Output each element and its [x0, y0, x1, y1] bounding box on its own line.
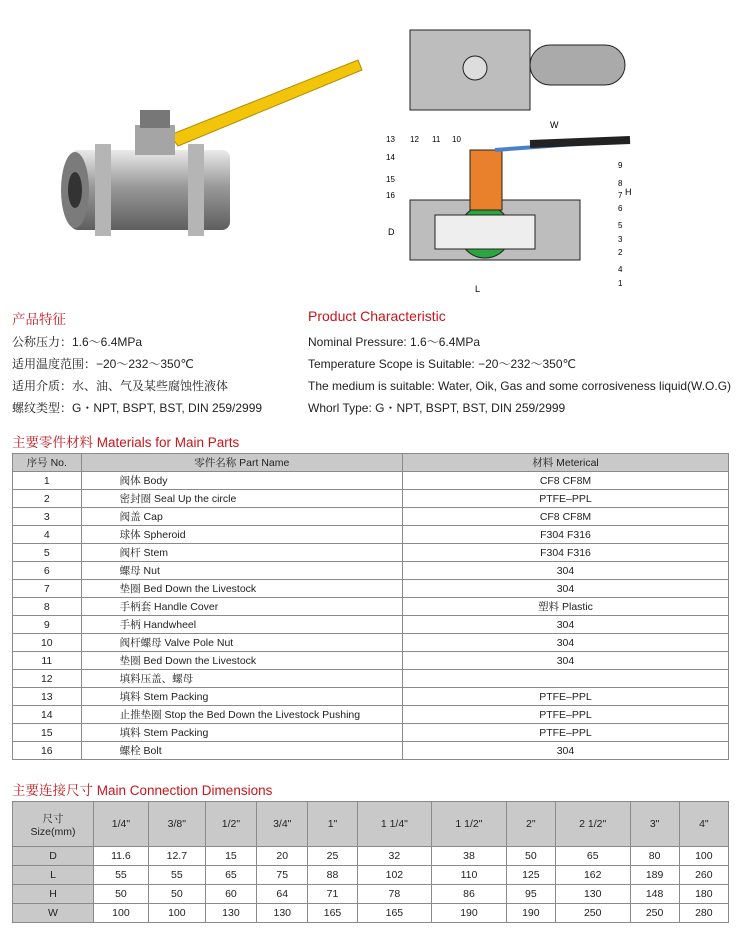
- part-no: 6: [13, 562, 82, 580]
- part-no: 5: [13, 544, 82, 562]
- callout-label: 15: [386, 175, 395, 184]
- part-name: 阀体 Body: [81, 472, 402, 490]
- part-no: 4: [13, 526, 82, 544]
- part-no: 12: [13, 670, 82, 688]
- dim-label: D: [13, 847, 94, 866]
- table-row: [13, 742, 729, 760]
- dim-value: 95: [506, 885, 555, 904]
- table-row: [13, 904, 729, 923]
- product_en-line: Nominal Pressure: 1.6～6.4MPa: [308, 335, 481, 349]
- part-material: F304 F316: [402, 526, 728, 544]
- part-no: 2: [13, 490, 82, 508]
- callout-label: 14: [386, 153, 395, 162]
- dim-value: 75: [257, 866, 308, 885]
- dim-value: 65: [555, 847, 630, 866]
- dim-label: H: [13, 885, 94, 904]
- part-name: 阀杆螺母 Valve Pole Nut: [81, 634, 402, 652]
- size-header: 3": [630, 802, 679, 847]
- callout-label: 11: [432, 135, 441, 144]
- product-cn-list: [12, 331, 312, 419]
- part-material: [402, 670, 728, 688]
- product-cn-title: 产品特征: [12, 312, 66, 327]
- materials-title: 主要零件材料 Materials for Main Parts: [12, 435, 240, 450]
- table-row: [13, 526, 729, 544]
- dim-w: W: [550, 120, 559, 130]
- product_en-line: The medium is suitable: Water, Oik, Gas and some corrosiveness liquid(W.O.G): [308, 379, 732, 393]
- size-header: 1/4": [94, 802, 149, 847]
- valve-drawing: [380, 10, 730, 300]
- size-header: 4": [679, 802, 728, 847]
- dim-value: 180: [679, 885, 728, 904]
- dim-value: 130: [257, 904, 308, 923]
- dim-value: 20: [257, 847, 308, 866]
- table-row: [13, 706, 729, 724]
- part-name: 螺栓 Bolt: [81, 742, 402, 760]
- dim-value: 250: [630, 904, 679, 923]
- part-no: 16: [13, 742, 82, 760]
- part-material: CF8 CF8M: [402, 472, 728, 490]
- table-row: [13, 508, 729, 526]
- part-name: 手柄 Handwheel: [81, 616, 402, 634]
- table-row: [13, 634, 729, 652]
- callout-label: 9: [618, 161, 623, 170]
- table-row: [13, 598, 729, 616]
- dim-value: 165: [357, 904, 432, 923]
- part-name: 密封圈 Seal Up the circle: [81, 490, 402, 508]
- part-name: 垫圈 Bed Down the Livestock: [81, 580, 402, 598]
- dim-value: 130: [555, 885, 630, 904]
- table-row: [13, 652, 729, 670]
- part-material: 304: [402, 742, 728, 760]
- part-name: 填料 Stem Packing: [81, 688, 402, 706]
- part-no: 3: [13, 508, 82, 526]
- size-header: 1/2": [205, 802, 256, 847]
- dim-value: 55: [94, 866, 149, 885]
- part-material: CF8 CF8M: [402, 508, 728, 526]
- callout-label: 3: [618, 235, 623, 244]
- product-en-title: Product Characteristic: [308, 308, 446, 324]
- part-no: 11: [13, 652, 82, 670]
- part-no: 13: [13, 688, 82, 706]
- part-name: 阀杆 Stem: [81, 544, 402, 562]
- size-header: 1 1/4": [357, 802, 432, 847]
- valve-photo: [40, 40, 370, 270]
- part-name: 手柄套 Handle Cover: [81, 598, 402, 616]
- table-row: [13, 688, 729, 706]
- product_cn-line: 公称压力：1.6～6.4MPa: [12, 335, 143, 349]
- size-header: 2": [506, 802, 555, 847]
- part-no: 8: [13, 598, 82, 616]
- table-row: [13, 472, 729, 490]
- dim-value: 11.6: [94, 847, 149, 866]
- part-material: 304: [402, 616, 728, 634]
- table-row: [13, 885, 729, 904]
- dim-l: L: [475, 284, 481, 294]
- part-material: 塑料 Plastic: [402, 598, 728, 616]
- dim-value: 86: [432, 885, 507, 904]
- part-name: 垫圈 Bed Down the Livestock: [81, 652, 402, 670]
- dim-label: L: [13, 866, 94, 885]
- dim-value: 148: [630, 885, 679, 904]
- part-material: PTFE–PPL: [402, 490, 728, 508]
- part-name: 螺母 Nut: [81, 562, 402, 580]
- table-row: [13, 847, 729, 866]
- dim-value: 250: [555, 904, 630, 923]
- product_en-line: Whorl Type: G・NPT, BSPT, BST, DIN 259/2999: [308, 401, 566, 415]
- part-material: PTFE–PPL: [402, 706, 728, 724]
- size-header: 1": [308, 802, 357, 847]
- dim-value: 64: [257, 885, 308, 904]
- part-material: 304: [402, 634, 728, 652]
- part-no: 1: [13, 472, 82, 490]
- callout-label: 5: [618, 221, 623, 230]
- dim-value: 190: [506, 904, 555, 923]
- materials-table: [12, 453, 729, 760]
- table-row: [13, 562, 729, 580]
- part-no: 10: [13, 634, 82, 652]
- dim-value: 71: [308, 885, 357, 904]
- dim-value: 189: [630, 866, 679, 885]
- callout-label: 12: [410, 135, 419, 144]
- part-material: F304 F316: [402, 544, 728, 562]
- dim-label: W: [13, 904, 94, 923]
- size-label: 尺寸 Size(mm): [13, 802, 94, 847]
- dim-value: 25: [308, 847, 357, 866]
- part-material: 304: [402, 562, 728, 580]
- product-en-list: [308, 331, 738, 419]
- dim-value: 50: [94, 885, 149, 904]
- dim-value: 38: [432, 847, 507, 866]
- dim-d: D: [388, 227, 395, 237]
- table-row: [13, 580, 729, 598]
- product_en-line: Temperature Scope is Suitable: −20～232～350℃: [308, 357, 576, 371]
- dim-value: 280: [679, 904, 728, 923]
- part-no: 9: [13, 616, 82, 634]
- dim-value: 55: [148, 866, 205, 885]
- dim-value: 125: [506, 866, 555, 885]
- dim-value: 110: [432, 866, 507, 885]
- callout-label: 6: [618, 204, 623, 213]
- materials-header: 零件名称 Part Name: [81, 454, 402, 472]
- size-header: 1 1/2": [432, 802, 507, 847]
- dim-value: 15: [205, 847, 256, 866]
- dim-value: 260: [679, 866, 728, 885]
- callout-label: 8: [618, 179, 623, 188]
- part-no: 14: [13, 706, 82, 724]
- callout-label: 1: [618, 279, 623, 288]
- callout-label: 4: [618, 265, 623, 274]
- callout-label: 10: [452, 135, 461, 144]
- callout-label: 7: [618, 191, 623, 200]
- callout-label: 2: [618, 248, 623, 257]
- table-row: [13, 724, 729, 742]
- part-material: 304: [402, 652, 728, 670]
- table-row: [13, 866, 729, 885]
- table-row: [13, 670, 729, 688]
- part-name: 填料压盖、螺母: [81, 670, 402, 688]
- part-name: 球体 Spheroid: [81, 526, 402, 544]
- product_cn-line: 螺纹类型：G・NPT, BSPT, BST, DIN 259/2999: [12, 401, 263, 415]
- product_cn-line: 适用介质：水、油、气及某些腐蚀性液体: [12, 379, 229, 393]
- part-name: 阀盖 Cap: [81, 508, 402, 526]
- part-material: 304: [402, 580, 728, 598]
- dim-value: 100: [94, 904, 149, 923]
- dim-value: 162: [555, 866, 630, 885]
- part-name: 填料 Stem Packing: [81, 724, 402, 742]
- part-material: PTFE–PPL: [402, 724, 728, 742]
- materials-header: 序号 No.: [13, 454, 82, 472]
- part-material: PTFE–PPL: [402, 688, 728, 706]
- part-no: 7: [13, 580, 82, 598]
- dim-value: 65: [205, 866, 256, 885]
- callout-label: 13: [386, 135, 395, 144]
- dim-value: 102: [357, 866, 432, 885]
- size-header: 3/4": [257, 802, 308, 847]
- size-header: 2 1/2": [555, 802, 630, 847]
- product_cn-line: 适用温度范围：−20～232～350℃: [12, 357, 194, 371]
- callout-label: 16: [386, 191, 395, 200]
- materials-header: 材料 Meterical: [402, 454, 728, 472]
- dimensions-table: [12, 801, 729, 923]
- dim-value: 100: [679, 847, 728, 866]
- table-row: [13, 544, 729, 562]
- dim-value: 32: [357, 847, 432, 866]
- dim-value: 78: [357, 885, 432, 904]
- table-row: [13, 490, 729, 508]
- dim-value: 190: [432, 904, 507, 923]
- table-row: [13, 616, 729, 634]
- dim-value: 100: [148, 904, 205, 923]
- dim-value: 12.7: [148, 847, 205, 866]
- dim-value: 88: [308, 866, 357, 885]
- dim-value: 50: [506, 847, 555, 866]
- part-name: 止推垫圈 Stop the Bed Down the Livestock Pushing: [81, 706, 402, 724]
- dim-value: 60: [205, 885, 256, 904]
- dim-value: 130: [205, 904, 256, 923]
- dim-value: 80: [630, 847, 679, 866]
- dim-value: 50: [148, 885, 205, 904]
- dimensions-title: 主要连接尺寸 Main Connection Dimensions: [12, 783, 273, 798]
- dim-h: H: [625, 187, 632, 197]
- dim-value: 165: [308, 904, 357, 923]
- part-no: 15: [13, 724, 82, 742]
- size-header: 3/8": [148, 802, 205, 847]
